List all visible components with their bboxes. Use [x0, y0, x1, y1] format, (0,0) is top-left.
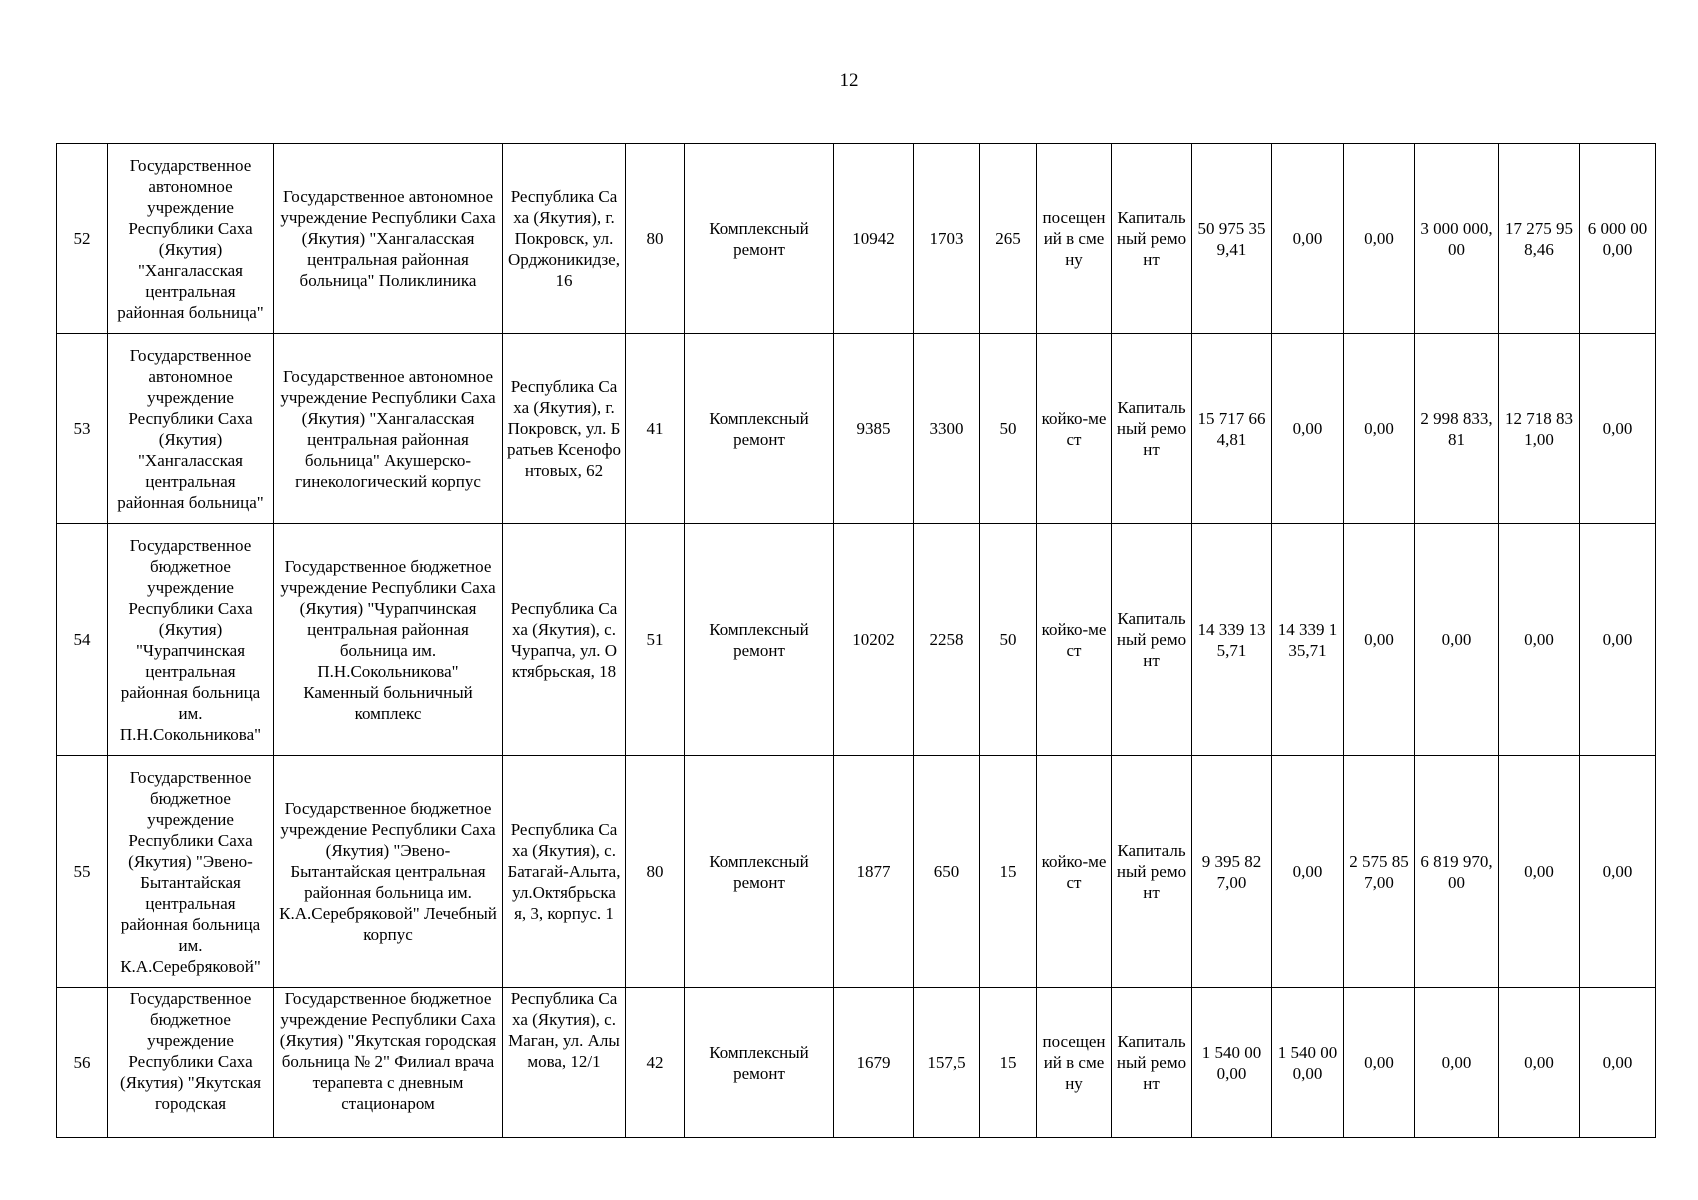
- cell-organization: Государственное автономное учреждение Республики Саха (Якутия) "Хангаласская центральная районная больница": [108, 144, 274, 334]
- cell-volume: 1703: [914, 144, 980, 334]
- cell-capacity: 15: [980, 988, 1037, 1138]
- cell-num: 52: [57, 144, 108, 334]
- cell-repair-type: Капитальный ремонт: [1112, 334, 1192, 524]
- cell-amount-3: 3 000 000,00: [1415, 144, 1499, 334]
- cell-repair-type: Капитальный ремонт: [1112, 756, 1192, 988]
- cell-amount-4: 0,00: [1499, 988, 1580, 1138]
- cell-volume: 3300: [914, 334, 980, 524]
- cell-organization: Государственное бюджетное учреждение Республики Саха (Якутия) "Эвено-Бытантайская центральная районная больница им. К.А.Серебряковой": [108, 756, 274, 988]
- cell-amount-3: 0,00: [1415, 524, 1499, 756]
- cell-amount-4: 17 275 958,46: [1499, 144, 1580, 334]
- cell-work-type: Комплексный ремонт: [685, 756, 834, 988]
- cell-repair-type: Капитальный ремонт: [1112, 144, 1192, 334]
- cell-amount-3: 6 819 970,00: [1415, 756, 1499, 988]
- cell-num: 53: [57, 334, 108, 524]
- cell-organization: Государственное бюджетное учреждение Республики Саха (Якутия) "Чурапчинская центральная районная больница им. П.Н.Сокольникова": [108, 524, 274, 756]
- cell-address: Республика Саха (Якутия), с. Батагай-Алыта, ул.Октябрьская, 3, корпус. 1: [503, 756, 626, 988]
- cell-wear: 51: [626, 524, 685, 756]
- cell-organization: Государственное бюджетное учреждение Республики Саха (Якутия) "Якутская городская: [108, 988, 274, 1138]
- cell-object: Государственное бюджетное учреждение Республики Саха (Якутия) "Якутская городская больница № 2" Филиал врача терапевта с дневным стационаром: [274, 988, 503, 1138]
- cell-amount-2: 0,00: [1344, 144, 1415, 334]
- cell-address: Республика Саха (Якутия), г. Покровск, ул. Орджоникидзе, 16: [503, 144, 626, 334]
- cell-address: Республика Саха (Якутия), с. Чурапча, ул. Октябрьская, 18: [503, 524, 626, 756]
- table-row: [57, 524, 1656, 756]
- cell-amount-1: 0,00: [1272, 334, 1344, 524]
- cell-wear: 42: [626, 988, 685, 1138]
- cell-num: 55: [57, 756, 108, 988]
- cell-area: 9385: [834, 334, 914, 524]
- table-row: [57, 756, 1656, 988]
- cell-amount-1: 0,00: [1272, 756, 1344, 988]
- cell-area: 1877: [834, 756, 914, 988]
- cell-repair-type: Капитальный ремонт: [1112, 988, 1192, 1138]
- cell-amount-5: 0,00: [1580, 988, 1656, 1138]
- cell-object: Государственное бюджетное учреждение Республики Саха (Якутия) "Эвено-Бытантайская центральная районная больница им. К.А.Серебряковой" Лечебный корпус: [274, 756, 503, 988]
- cell-amount-2: 0,00: [1344, 988, 1415, 1138]
- cell-total: 14 339 135,71: [1192, 524, 1272, 756]
- cell-amount-3: 2 998 833,81: [1415, 334, 1499, 524]
- cell-volume: 157,5: [914, 988, 980, 1138]
- cell-total: 15 717 664,81: [1192, 334, 1272, 524]
- cell-capacity: 50: [980, 524, 1037, 756]
- cell-amount-2: 0,00: [1344, 334, 1415, 524]
- cell-work-type: Комплексный ремонт: [685, 334, 834, 524]
- cell-wear: 80: [626, 756, 685, 988]
- cell-object: Государственное автономное учреждение Республики Саха (Якутия) "Хангаласская центральная районная больница" Поликлиника: [274, 144, 503, 334]
- cell-organization: Государственное автономное учреждение Республики Саха (Якутия) "Хангаласская центральная районная больница": [108, 334, 274, 524]
- cell-work-type: Комплексный ремонт: [685, 144, 834, 334]
- table-row: [57, 988, 1656, 1138]
- cell-wear: 41: [626, 334, 685, 524]
- cell-unit: посещений в смену: [1037, 144, 1112, 334]
- cell-amount-5: 0,00: [1580, 756, 1656, 988]
- cell-address: Республика Саха (Якутия), г. Покровск, ул. Братьев Ксенофонтовых, 62: [503, 334, 626, 524]
- cell-area: 10202: [834, 524, 914, 756]
- cell-area: 1679: [834, 988, 914, 1138]
- cell-volume: 2258: [914, 524, 980, 756]
- cell-amount-1: 1 540 000,00: [1272, 988, 1344, 1138]
- cell-amount-5: 6 000 000,00: [1580, 144, 1656, 334]
- cell-amount-4: 12 718 831,00: [1499, 334, 1580, 524]
- cell-amount-5: 0,00: [1580, 334, 1656, 524]
- cell-amount-2: 2 575 857,00: [1344, 756, 1415, 988]
- cell-unit: посещений в смену: [1037, 988, 1112, 1138]
- cell-object: Государственное автономное учреждение Республики Саха (Якутия) "Хангаласская центральная районная больница" Акушерско-гинекологический корпус: [274, 334, 503, 524]
- cell-amount-1: 14 339 135,71: [1272, 524, 1344, 756]
- cell-repair-type: Капитальный ремонт: [1112, 524, 1192, 756]
- cell-work-type: Комплексный ремонт: [685, 524, 834, 756]
- cell-amount-2: 0,00: [1344, 524, 1415, 756]
- cell-unit: койко-мест: [1037, 524, 1112, 756]
- cell-amount-4: 0,00: [1499, 524, 1580, 756]
- cell-address: Республика Саха (Якутия), с. Маган, ул. Алымова, 12/1: [503, 988, 626, 1138]
- cell-total: 50 975 359,41: [1192, 144, 1272, 334]
- table-row: [57, 334, 1656, 524]
- cell-volume: 650: [914, 756, 980, 988]
- page-number: 12: [839, 70, 859, 91]
- cell-total: 9 395 827,00: [1192, 756, 1272, 988]
- cell-num: 56: [57, 988, 108, 1138]
- cell-capacity: 265: [980, 144, 1037, 334]
- cell-unit: койко-мест: [1037, 756, 1112, 988]
- cell-amount-5: 0,00: [1580, 524, 1656, 756]
- cell-capacity: 50: [980, 334, 1037, 524]
- table-row: [57, 144, 1656, 334]
- cell-amount-1: 0,00: [1272, 144, 1344, 334]
- cell-unit: койко-мест: [1037, 334, 1112, 524]
- cell-wear: 80: [626, 144, 685, 334]
- cell-object: Государственное бюджетное учреждение Республики Саха (Якутия) "Чурапчинская центральная районная больница им. П.Н.Сокольникова" Каменный больничный комплекс: [274, 524, 503, 756]
- cell-num: 54: [57, 524, 108, 756]
- cell-capacity: 15: [980, 756, 1037, 988]
- data-table: [56, 143, 1656, 1138]
- cell-amount-4: 0,00: [1499, 756, 1580, 988]
- cell-amount-3: 0,00: [1415, 988, 1499, 1138]
- cell-total: 1 540 000,00: [1192, 988, 1272, 1138]
- cell-area: 10942: [834, 144, 914, 334]
- cell-work-type: Комплексный ремонт: [685, 988, 834, 1138]
